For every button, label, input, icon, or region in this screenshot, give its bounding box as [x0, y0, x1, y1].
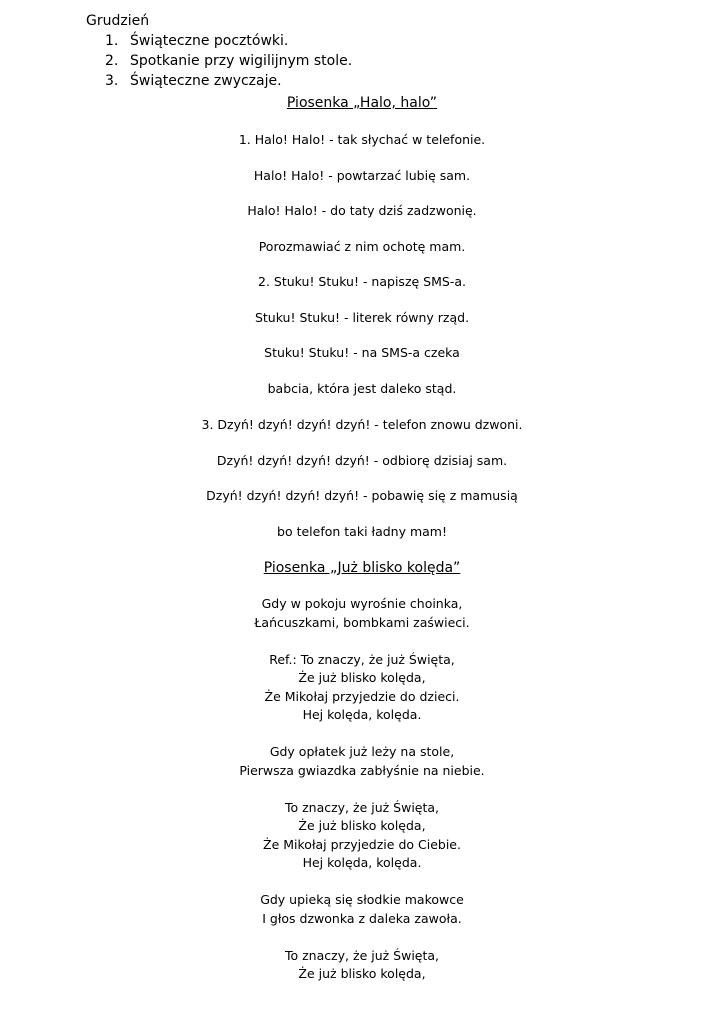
lyric-line: Gdy w pokoju wyrośnie choinka, — [261, 596, 463, 611]
lyric-line: Że już blisko kolęda, — [298, 818, 426, 833]
lyric-line: To znaczy, że już Święta, — [284, 947, 440, 963]
lyric-line: Gdy opłatek już leży na stole, — [269, 744, 455, 759]
lyric-line: Łańcuszkami, bombkami zaświeci. — [254, 614, 470, 630]
stanza-gap — [0, 873, 724, 892]
lyric-line: Dzyń! dzyń! dzyń! dzyń! - pobawię się z mamusią — [206, 488, 518, 503]
stanza-gap — [0, 780, 724, 799]
topic-item — [105, 31, 352, 51]
lyric-line: Stuku! Stuku! - na SMS-a czeka — [264, 345, 460, 360]
month-heading: Grudzień — [86, 13, 150, 29]
lyric-line: 3. Dzyń! dzyń! dzyń! dzyń! - telefon znowu dzwoni. — [201, 417, 523, 432]
lyric-line: Stuku! Stuku! - literek równy rząd. — [254, 310, 470, 325]
stanza-gap — [0, 725, 724, 744]
topic-text: Świąteczne zwyczaje. — [130, 73, 282, 89]
stanza-gap — [0, 928, 724, 947]
lyric-line: Hej kolęda, kolęda. — [302, 707, 422, 722]
lyric-line: Pierwsza gwiazdka zabłyśnie na niebie. — [239, 762, 485, 778]
lyric-line: Hej kolęda, kolęda. — [302, 855, 422, 870]
lyric-line: To znaczy, że już Święta, — [284, 799, 440, 815]
lyric-line: Porozmawiać z nim ochotę mam. — [258, 239, 466, 254]
song2-lyrics — [0, 595, 724, 984]
topic-item — [105, 71, 352, 91]
lyric-line: Ref.: To znaczy, że już Święta, — [269, 651, 455, 667]
stanza-gap — [0, 632, 724, 651]
song1-title: Piosenka „Halo, halo” — [286, 95, 438, 111]
song2-title: Piosenka „Już blisko kolęda” — [263, 560, 461, 576]
topic-number: 3. — [105, 73, 119, 89]
topic-list — [105, 31, 352, 91]
lyric-line: Dzyń! dzyń! dzyń! dzyń! - odbiorę dzisiaj sam. — [216, 453, 508, 468]
lyric-line: Że Mikołaj przyjedzie do Ciebie. — [263, 836, 461, 852]
lyric-line: 1. Halo! Halo! - tak słychać w telefonie. — [238, 132, 486, 147]
lyric-line: Że już blisko kolęda, — [298, 966, 426, 981]
topic-text: Spotkanie przy wigilijnym stole. — [130, 53, 353, 69]
lyric-line: Gdy upieką się słodkie makowce — [260, 892, 464, 907]
lyric-line: Że Mikołaj przyjedzie do dzieci. — [264, 688, 460, 704]
lyric-line: babcia, która jest daleko stąd. — [267, 381, 457, 396]
lyric-line: Że już blisko kolęda, — [298, 670, 426, 685]
lyric-line: I głos dzwonka z daleka zawoła. — [262, 910, 462, 926]
topic-item — [105, 51, 352, 71]
topic-number: 1. — [105, 33, 119, 49]
lyric-line: 2. Stuku! Stuku! - napiszę SMS-a. — [258, 274, 466, 289]
lyric-line: Halo! Halo! - do taty dziś zadzwonię. — [247, 203, 477, 218]
topic-number: 2. — [105, 53, 119, 69]
lyric-line: Halo! Halo! - powtarzać lubię sam. — [253, 168, 471, 183]
lyric-line: bo telefon taki ładny mam! — [277, 524, 447, 539]
topic-text: Świąteczne pocztówki. — [130, 33, 289, 49]
